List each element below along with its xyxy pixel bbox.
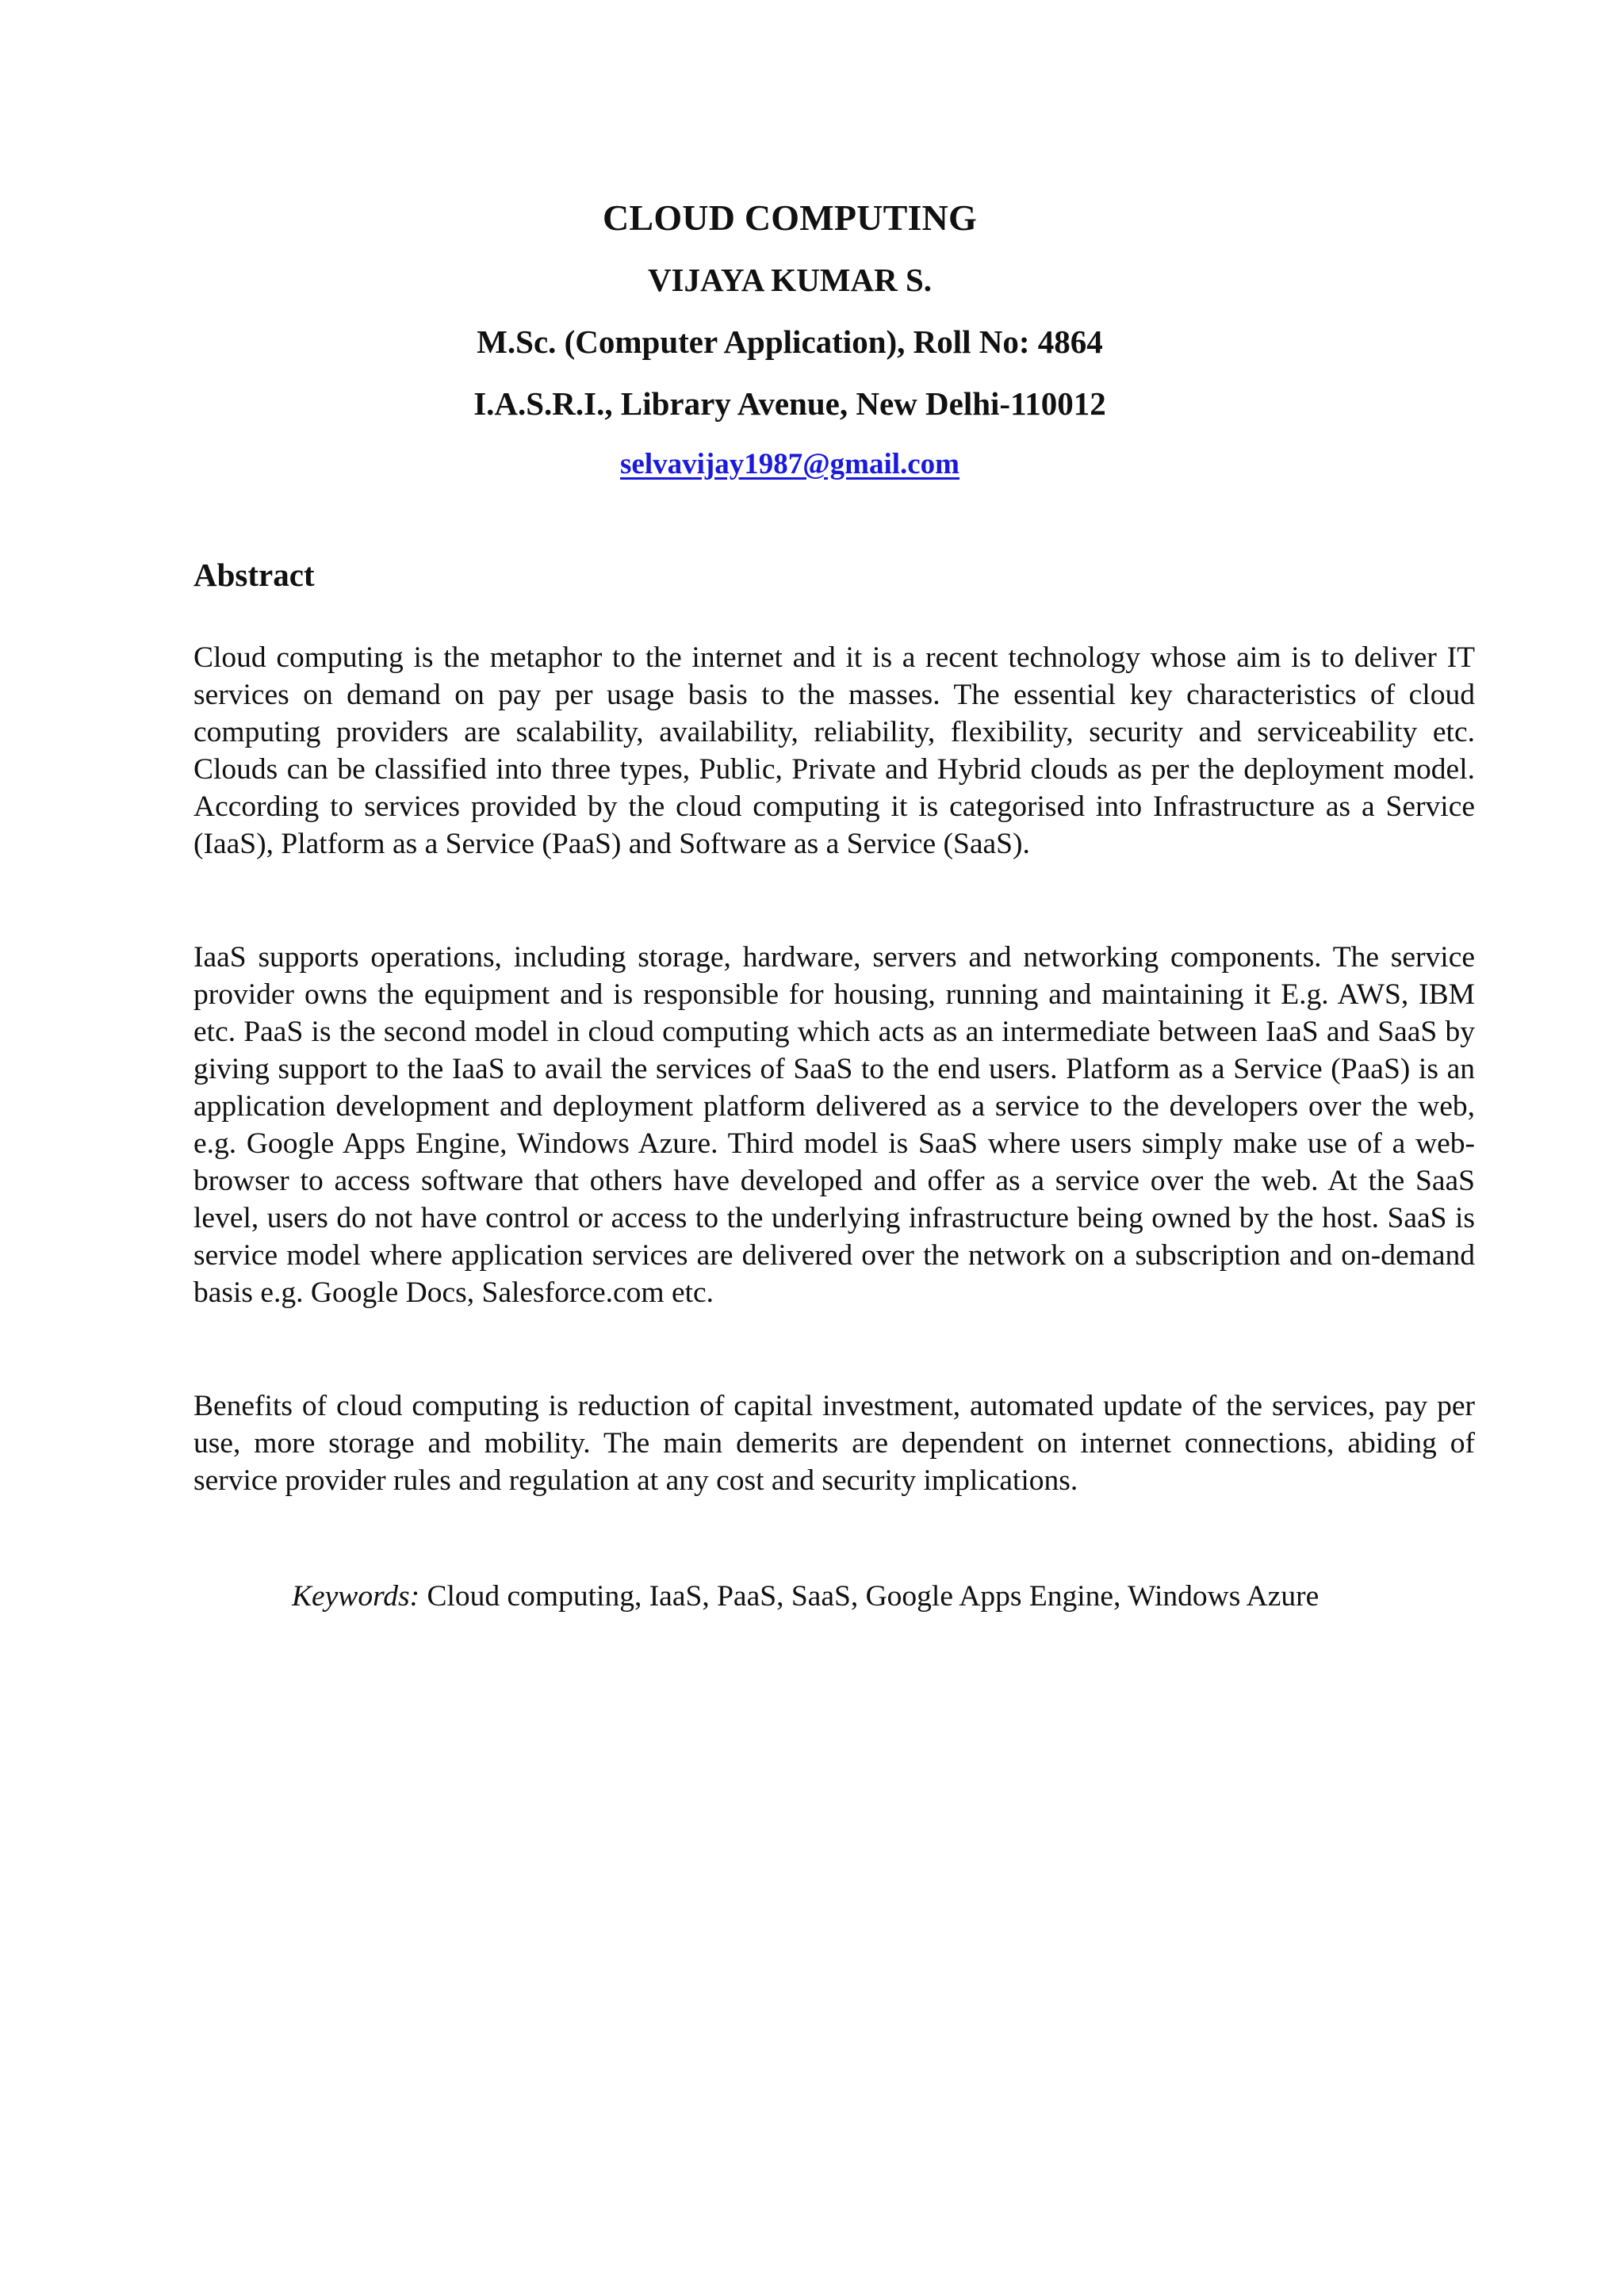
abstract-heading: Abstract: [193, 557, 315, 593]
keywords-line: [292, 1578, 1319, 1615]
keywords-text: Cloud computing, IaaS, PaaS, SaaS, Google Apps Engine, Windows Azure: [419, 1580, 1320, 1613]
paper-title: CLOUD COMPUTING: [603, 197, 977, 238]
abstract-paragraph-2: IaaS supports operations, including storage, hardware, servers and networking components. The service provider owns the equipment and is responsible for housing, running and maintaining it E.g. AWS, IBM etc. PaaS is the second model in cloud computing which acts as an intermediate between IaaS and SaaS by giving support to the IaaS to avail the services of SaaS to the end users. Platform as a Service (PaaS) is an application development and deployment platform delivered as a service to the developers over the web, e.g. Google Apps Engine, Windows Azure. Third model is SaaS where users simply make use of a web-browser to access software that others have developed and offer as a service over the web. At the SaaS level, users do not have control or access to the underlying infrastructure being owned by the host. SaaS is service model where application services are delivered over the network on a subscription and on-demand basis e.g. Google Docs, Salesforce.com etc.: [193, 941, 1475, 1309]
keywords-label: Keywords:: [292, 1580, 420, 1613]
author-email-link[interactable]: [0, 450, 1580, 479]
author-program: M.Sc. (Computer Application), Roll No: 4864: [477, 323, 1103, 360]
abstract-paragraph-1: Cloud computing is the metaphor to the internet and it is a recent technology whose aim is to deliver IT services on demand on pay per usage basis to the masses. The essential key characteristics of cloud computing providers are scalability, availability, reliability, flexibility, security and serviceability etc. Clouds can be classified into three types, Public, Private and Hybrid clouds as per the deployment model. According to services provided by the cloud computing it is categorised into Infrastructure as a Service (IaaS), Platform as a Service (PaaS) and Software as a Service (SaaS).: [193, 641, 1475, 860]
abstract-paragraph-3: Benefits of cloud computing is reduction of capital investment, automated update of the services, pay per use, more storage and mobility. The main demerits are dependent on internet connections, abiding of service provider rules and regulation at any cost and security implications.: [193, 1390, 1475, 1497]
author-name: VIJAYA KUMAR S.: [647, 262, 933, 298]
author-affiliation: I.A.S.R.I., Library Avenue, New Delhi-110012: [473, 385, 1106, 422]
email-text[interactable]: selvavijay1987@gmail.com: [620, 448, 959, 480]
